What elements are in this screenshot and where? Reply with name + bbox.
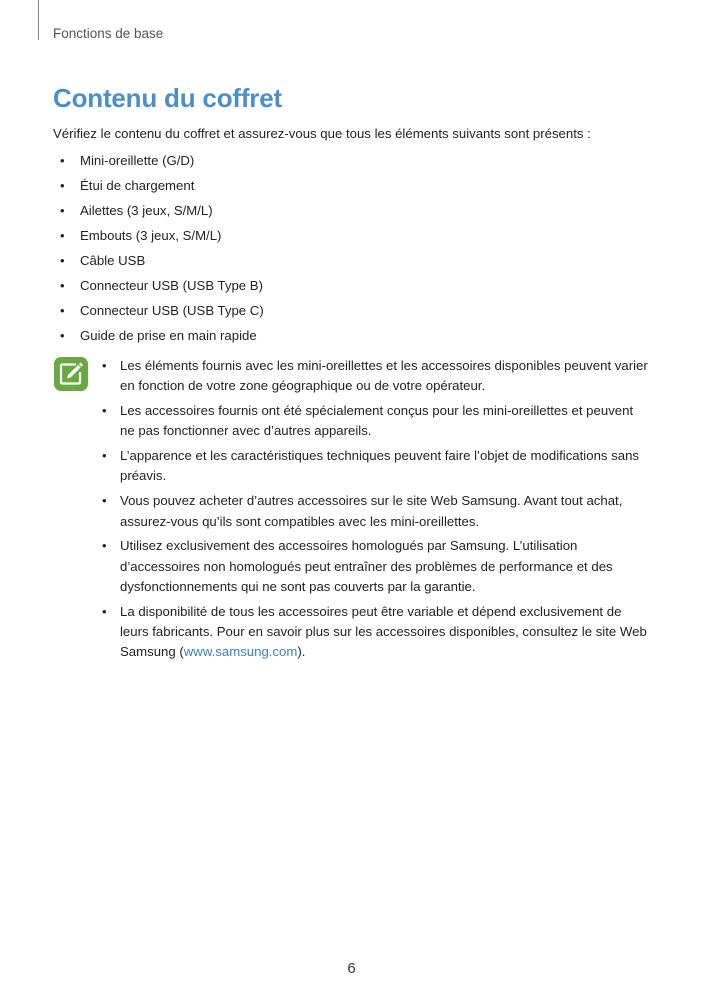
note-item-text: Utilisez exclusivement des accessoires homologués par Samsung. L’utilisation d’accessoires non homologués peut entraîner des problèmes de performance et des dysfonctionnements qui ne sont pas couverts par la garantie. xyxy=(120,538,613,594)
bullet-icon: • xyxy=(60,203,65,218)
list-item-text: Ailettes (3 jeux, S/M/L) xyxy=(80,203,213,218)
note-item-text: Les accessoires fournis ont été spécialement conçus pour les mini-oreillettes et peuvent ne pas fonctionner avec d’autres appareils. xyxy=(120,403,634,439)
note-item xyxy=(99,401,651,442)
bullet-icon: • xyxy=(102,493,107,509)
note-item-text: L’apparence et les caractéristiques techniques peuvent faire l’objet de modifications sans préavis. xyxy=(120,448,640,484)
bullet-icon: • xyxy=(102,403,107,419)
section-label: Fonctions de base xyxy=(53,26,164,41)
bullet-icon: • xyxy=(102,538,107,554)
list-item-text: Étui de chargement xyxy=(80,178,195,193)
note-item-text-before-link: La disponibilité de tous les accessoires peut être variable et dépend exclusivement de leurs fabricants. Pour en savoir plus sur les accessoires disponibles, consultez le site Web Samsung ( xyxy=(120,603,647,660)
list-item xyxy=(53,278,264,303)
bullet-icon: • xyxy=(60,303,65,318)
list-item-text: Mini-oreillette (G/D) xyxy=(80,153,195,168)
bullet-icon: • xyxy=(60,228,65,243)
note-item xyxy=(99,602,651,663)
note-pencil-icon xyxy=(53,356,89,392)
list-item xyxy=(53,203,264,228)
bullet-icon: • xyxy=(102,603,107,619)
list-item xyxy=(53,228,264,253)
note-item-text: Les éléments fournis avec les mini-oreillettes et les accessoires disponibles peuvent varier en fonction de votre zone géographique ou de votre opérateur. xyxy=(120,358,648,394)
bullet-icon: • xyxy=(60,328,65,343)
intro-text: Vérifiez le contenu du coffret et assurez-vous que tous les éléments suivants sont présents : xyxy=(53,126,591,141)
list-item xyxy=(53,253,264,278)
samsung-website-link[interactable]: www.samsung.com xyxy=(183,644,298,660)
bullet-icon: • xyxy=(102,448,107,464)
note-list xyxy=(99,356,651,667)
note-item xyxy=(99,356,651,397)
note-item-text: Vous pouvez acheter d’autres accessoires sur le site Web Samsung. Avant tout achat, assurez-vous qu’ils sont compatibles avec les mini-oreillettes. xyxy=(120,493,623,529)
list-item xyxy=(53,328,264,353)
bullet-icon: • xyxy=(60,178,65,193)
note-item xyxy=(99,491,651,532)
list-item-text: Guide de prise en main rapide xyxy=(80,328,257,343)
bullet-icon: • xyxy=(60,153,65,168)
list-item xyxy=(53,303,264,328)
bullet-icon: • xyxy=(102,358,107,373)
list-item xyxy=(53,178,264,203)
list-item xyxy=(53,153,264,178)
list-item-text: Embouts (3 jeux, S/M/L) xyxy=(80,228,222,243)
bullet-icon: • xyxy=(60,253,65,268)
page-number: 6 xyxy=(347,960,356,977)
note-item xyxy=(99,446,651,487)
note-item-text-after-link: ). xyxy=(297,644,306,660)
list-item-text: Câble USB xyxy=(80,253,146,268)
page-title: Contenu du coffret xyxy=(53,83,282,113)
box-contents-list xyxy=(53,153,264,353)
bullet-icon: • xyxy=(60,278,65,293)
header-divider xyxy=(38,0,39,40)
list-item-text: Connecteur USB (USB Type C) xyxy=(80,303,264,318)
list-item-text: Connecteur USB (USB Type B) xyxy=(80,278,263,293)
note-item xyxy=(99,536,651,597)
